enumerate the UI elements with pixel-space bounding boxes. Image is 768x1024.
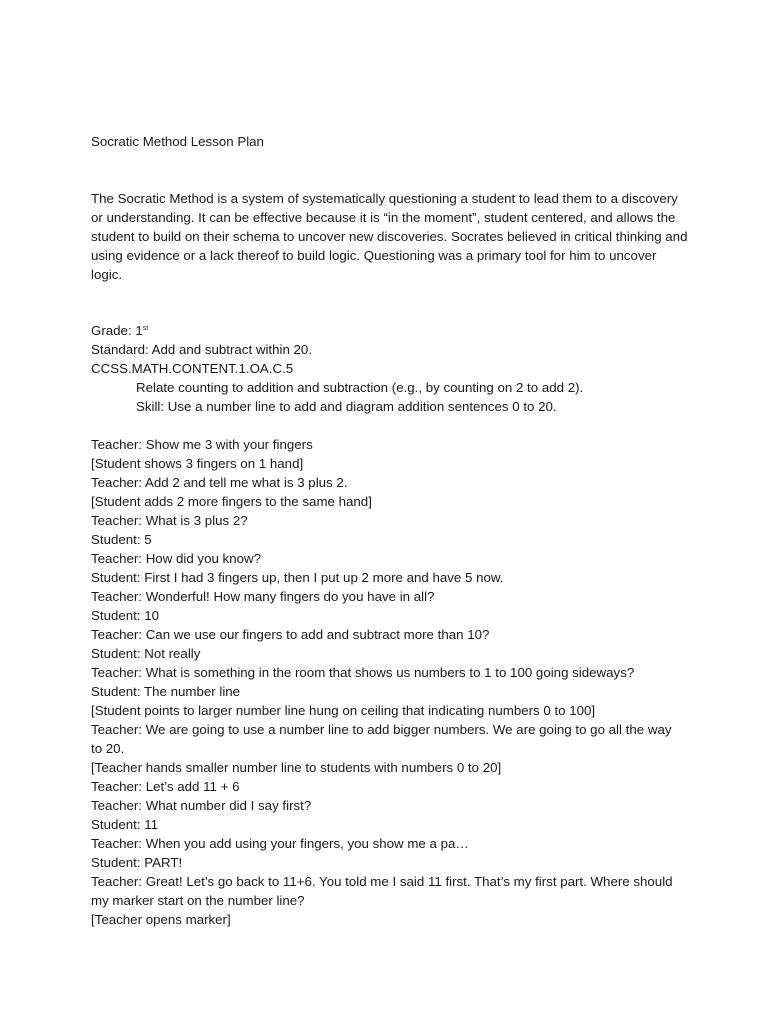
dialogue-line: Teacher: When you add using your fingers, you show me a pa… <box>91 836 469 851</box>
relate-line: Relate counting to addition and subtraction (e.g., by counting on 2 to add 2). <box>136 380 584 395</box>
intro-paragraph: The Socratic Method is a system of systematically questioning a student to lead them to a discovery or understanding. It can be effective because it is “in the moment”, student centered, and allows the student to build on their schema to uncover new discoveries. Socrates believed in critical thinking and using evidence or a lack thereof to build logic. Questioning was a primary tool for him to uncover logic. <box>91 191 688 282</box>
dialogue-line: Student: The number line <box>91 684 241 699</box>
skill-line: Skill: Use a number line to add and diagram addition sentences 0 to 20. <box>136 399 557 414</box>
dialogue-line: Student: 11 <box>91 817 159 832</box>
dialogue-line: Teacher: What number did I say first? <box>91 798 312 813</box>
standard-code: CCSS.MATH.CONTENT.1.OA.C.5 <box>91 361 294 376</box>
standard-line: Standard: Add and subtract within 20. <box>91 342 313 357</box>
dialogue-line: Student: First I had 3 fingers up, then I put up 2 more and have 5 now. <box>91 570 504 585</box>
dialogue-line: Teacher: Let’s add 11 + 6 <box>91 779 240 794</box>
dialogue-line: Teacher: Show me 3 with your fingers <box>91 437 313 452</box>
dialogue-line: Student: 10 <box>91 608 160 623</box>
dialogue-line: [Teacher hands smaller number line to students with numbers 0 to 20] <box>91 760 502 775</box>
dialogue-line: Teacher: We are going to use a number line to add bigger numbers. We are going to go all the way to 20. <box>91 722 672 756</box>
dialogue-section <box>91 435 683 929</box>
dialogue-line: [Student points to larger number line hung on ceiling that indicating numbers 0 to 100] <box>91 703 596 718</box>
dialogue-line: Teacher: Add 2 and tell me what is 3 plus 2. <box>91 475 348 490</box>
dialogue-line: Teacher: What is something in the room that shows us numbers to 1 to 100 going sideways? <box>91 665 635 680</box>
dialogue-line: [Student shows 3 fingers on 1 hand] <box>91 456 304 471</box>
grade-label: Grade: 1 <box>91 323 143 338</box>
dialogue-line: Teacher: What is 3 plus 2? <box>91 513 248 528</box>
document-title: Socratic Method Lesson Plan <box>91 134 264 149</box>
dialogue-line: [Student adds 2 more fingers to the same hand] <box>91 494 372 509</box>
dialogue-line: Teacher: How did you know? <box>91 551 261 566</box>
dialogue-line: Teacher: Great! Let’s go back to 11+6. You told me I said 11 first. That’s my first part. Where should my marker start on the number line? <box>91 874 673 908</box>
dialogue-line: Student: PART! <box>91 855 183 870</box>
grade-suffix: st <box>142 325 149 332</box>
dialogue-line: Teacher: Wonderful! How many fingers do you have in all? <box>91 589 435 604</box>
dialogue-line: Teacher: Can we use our fingers to add and subtract more than 10? <box>91 627 490 642</box>
dialogue-line: [Teacher opens marker] <box>91 912 231 927</box>
lesson-details <box>91 321 691 416</box>
dialogue-line: Student: 5 <box>91 532 152 547</box>
dialogue-line: Student: Not really <box>91 646 201 661</box>
grade-line <box>91 321 691 340</box>
